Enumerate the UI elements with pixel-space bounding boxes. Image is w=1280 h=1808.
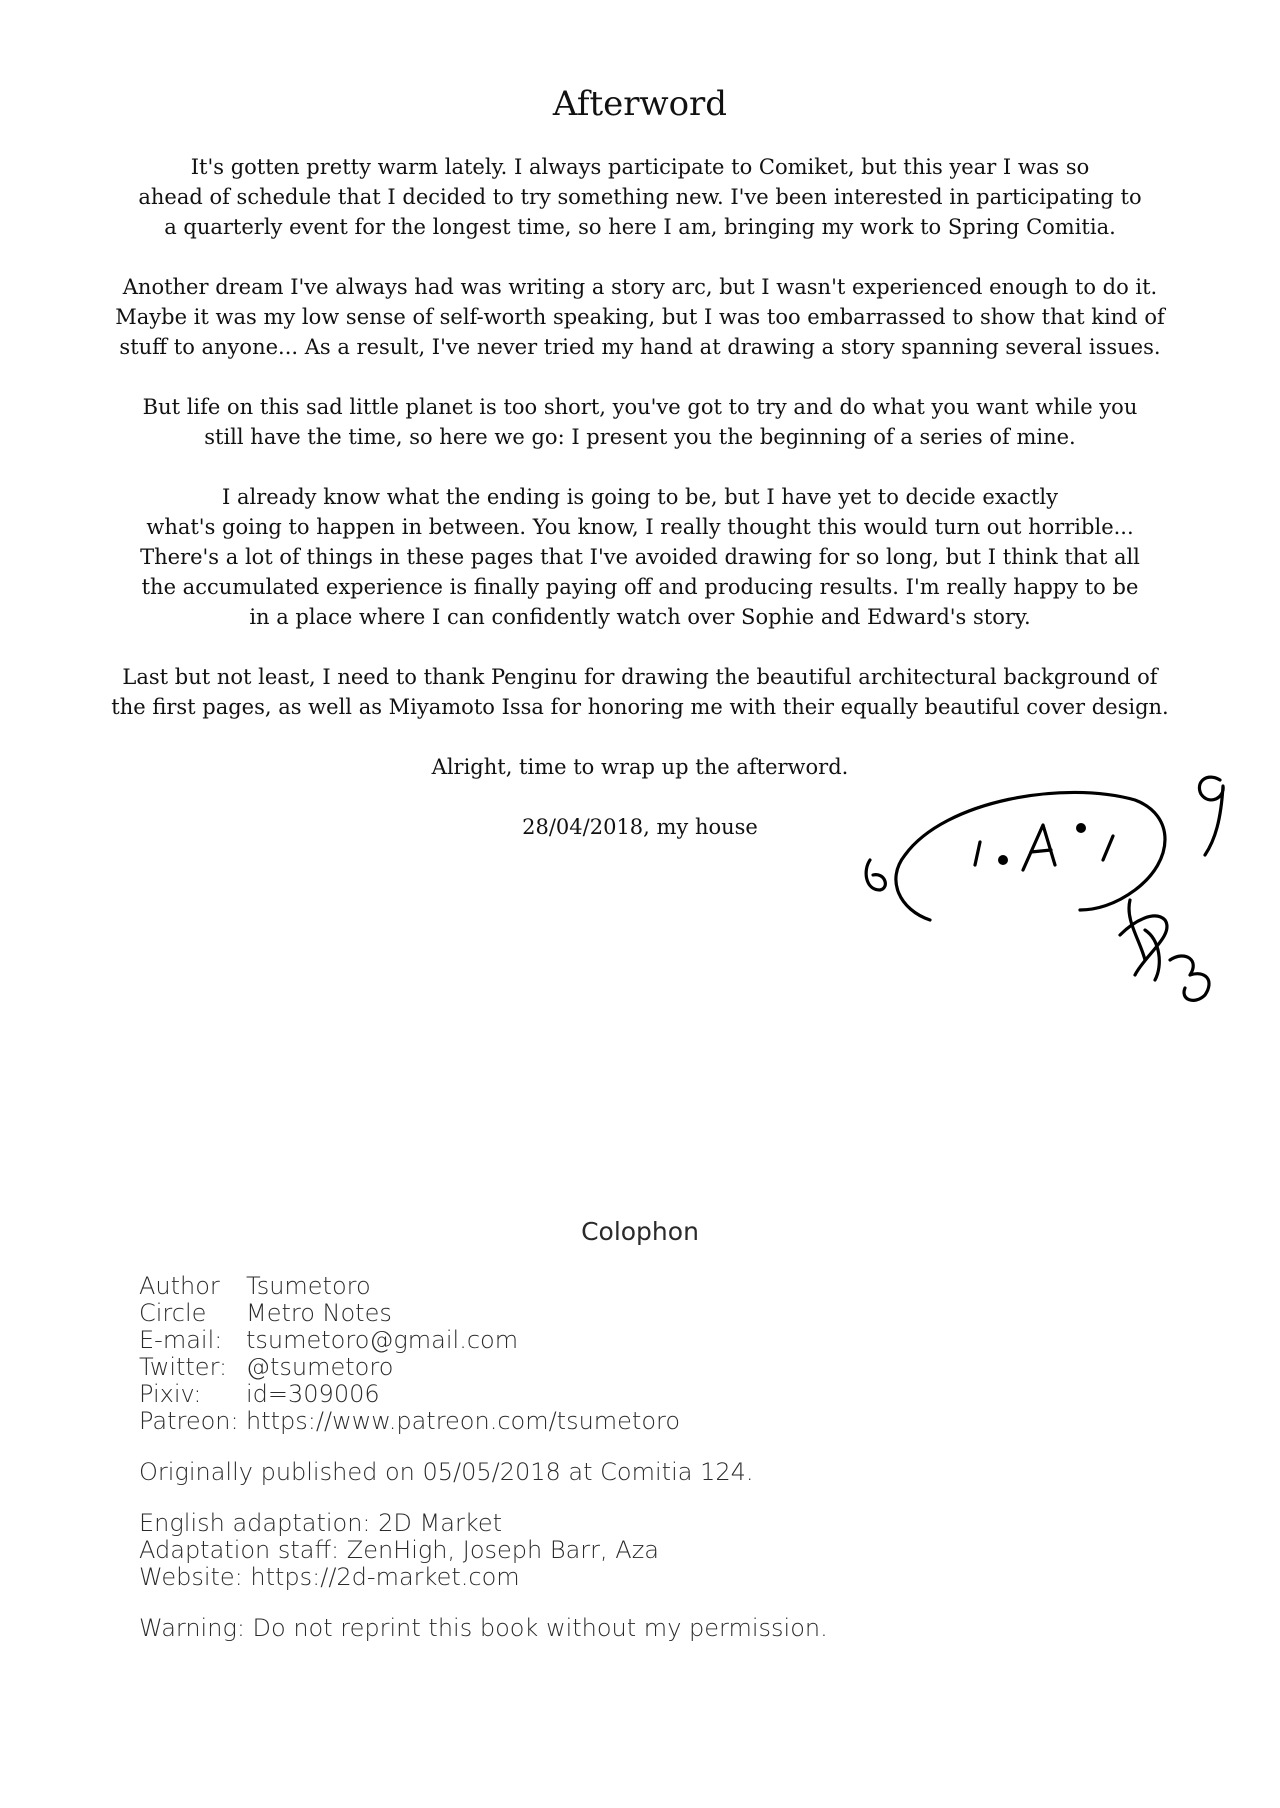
adaptation-line: Website: https://2d-market.com bbox=[139, 1563, 520, 1591]
info-value: id=309006 bbox=[246, 1380, 380, 1408]
colophon-title: Colophon bbox=[581, 1217, 699, 1246]
signature-icon bbox=[845, 760, 1235, 1040]
paragraph-line: what's going to happen in between. You know, I really thought this would turn out horrible... bbox=[146, 515, 1134, 539]
paragraph-line: a quarterly event for the longest time, so here I am, bringing my work to Spring Comitia. bbox=[164, 215, 1116, 239]
paragraph-line: still have the time, so here we go: I present you the beginning of a series of mine. bbox=[204, 425, 1076, 449]
info-value: tsumetoro@gmail.com bbox=[246, 1326, 519, 1354]
paragraph-line: the first pages, as well as Miyamoto Issa for honoring me with their equally beautiful cover design. bbox=[111, 695, 1169, 719]
paragraph-line: I already know what the ending is going to be, but I have yet to decide exactly bbox=[222, 485, 1058, 509]
reprint-warning: Warning: Do not reprint this book without my permission. bbox=[139, 1614, 828, 1642]
signature-stroke bbox=[1129, 900, 1145, 960]
info-label: Circle bbox=[139, 1299, 207, 1327]
colophon-section bbox=[0, 1215, 1280, 1642]
afterword-paragraph-3 bbox=[0, 392, 1280, 452]
signature-stroke bbox=[1199, 777, 1223, 855]
paragraph-line: Maybe it was my low sense of self-worth speaking, but I was too embarrassed to show that kind of bbox=[115, 305, 1165, 329]
signature-stroke bbox=[1031, 850, 1051, 852]
afterword-paragraph-2 bbox=[0, 272, 1280, 362]
afterword-title: Afterword bbox=[552, 84, 728, 124]
paragraph-line: stuff to anyone... As a result, I've never tried my hand at drawing a story spanning several issues. bbox=[119, 335, 1161, 359]
signature-stroke bbox=[1103, 836, 1113, 860]
afterword-paragraph-1 bbox=[0, 152, 1280, 242]
colophon-info-table bbox=[139, 1273, 828, 1435]
afterword-section bbox=[0, 82, 1280, 872]
info-value: Tsumetoro bbox=[246, 1272, 371, 1300]
info-label: Pixiv: bbox=[139, 1380, 202, 1408]
paragraph-line: ahead of schedule that I decided to try something new. I've been interested in participating to bbox=[138, 185, 1142, 209]
paragraph-line: But life on this sad little planet is too short, you've got to try and do what you want while you bbox=[142, 395, 1138, 419]
adaptation-line: English adaptation: 2D Market bbox=[139, 1509, 503, 1537]
info-value: https://www.patreon.com/tsumetoro bbox=[246, 1407, 681, 1435]
signature-dot bbox=[998, 855, 1008, 865]
info-label: E-mail: bbox=[139, 1326, 223, 1354]
signature-stroke bbox=[866, 860, 885, 890]
info-label: Patreon: bbox=[139, 1407, 239, 1435]
info-label: Twitter: bbox=[139, 1353, 228, 1381]
paragraph-line: Last but not least, I need to thank Penginu for drawing the beautiful architectural background of bbox=[122, 665, 1158, 689]
paragraph-line: Alright, time to wrap up the afterword. bbox=[431, 755, 849, 779]
paragraph-line: the accumulated experience is finally paying off and producing results. I'm really happy to be bbox=[141, 575, 1139, 599]
adaptation-credits bbox=[139, 1510, 828, 1591]
signature-dot bbox=[1076, 823, 1086, 833]
paragraph-line: Another dream I've always had was writing a story arc, but I wasn't experienced enough to do it. bbox=[122, 275, 1158, 299]
afterword-paragraph-5 bbox=[0, 662, 1280, 722]
afterword-paragraph-4 bbox=[0, 482, 1280, 632]
colophon-body bbox=[139, 1273, 828, 1666]
signature-stroke bbox=[975, 842, 980, 865]
paragraph-line: in a place where I can confidently watch over Sophie and Edward's story. bbox=[249, 605, 1031, 629]
adaptation-line: Adaptation staff: ZenHigh, Joseph Barr, Aza bbox=[139, 1536, 660, 1564]
info-value: @tsumetoro bbox=[246, 1353, 394, 1381]
paragraph-line: It's gotten pretty warm lately. I always participate to Comiket, but this year I was so bbox=[190, 155, 1090, 179]
info-label: Author bbox=[139, 1272, 220, 1300]
paragraph-line: 28/04/2018, my house bbox=[522, 815, 758, 839]
signature-stroke bbox=[1170, 956, 1209, 1000]
signature-stroke bbox=[1023, 825, 1055, 870]
signature-stroke bbox=[1145, 930, 1159, 980]
info-value: Metro Notes bbox=[246, 1299, 392, 1327]
published-note: Originally published on 05/05/2018 at Comitia 124. bbox=[139, 1458, 754, 1486]
paragraph-line: There's a lot of things in these pages that I've avoided drawing for so long, but I think that all bbox=[140, 545, 1140, 569]
